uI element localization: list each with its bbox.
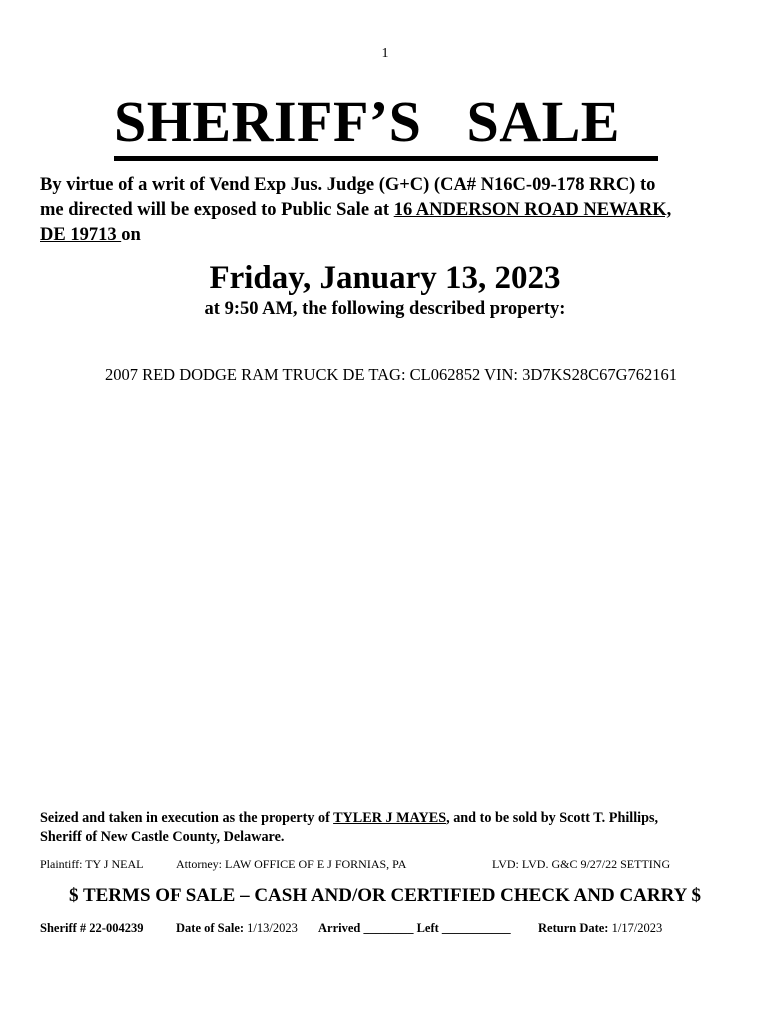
page-number: 1 — [381, 46, 389, 61]
date-of-sale-label: Date of Sale: — [176, 921, 245, 935]
writ-suffix: on — [121, 225, 141, 245]
plaintiff: Plaintiff: TY J NEAL — [40, 857, 144, 871]
sale-time: at 9:50 AM, the following described property: — [204, 299, 566, 319]
return-date — [538, 920, 662, 937]
writ-paragraph — [40, 173, 740, 248]
return-date-value: 1/17/2023 — [608, 921, 663, 935]
seized-suffix: , and to be sold by Scott T. Phillips, — [446, 810, 659, 826]
sheriff-number: Sheriff # 22-004239 — [40, 921, 144, 935]
date-of-sale-value: 1/13/2023 — [244, 921, 298, 935]
terms-of-sale: $ TERMS OF SALE – CASH AND/OR CERTIFIED CHECK AND CARRY $ — [69, 885, 701, 906]
lvd: LVD: LVD. G&C 9/27/22 SETTING — [492, 857, 671, 871]
writ-line-1: By virtue of a writ of Vend Exp Jus. Judge (G+C) (CA# N16C-09-178 RRC) to — [40, 175, 656, 195]
sale-address-zip: DE 19713 — [40, 225, 122, 245]
sale-date: Friday, January 13, 2023 — [209, 260, 561, 296]
property-owner: TYLER J MAYES — [333, 810, 447, 826]
seized-line-2: Sheriff of New Castle County, Delaware. — [40, 829, 285, 845]
attorney: Attorney: LAW OFFICE OF E J FORNIAS, PA — [176, 857, 407, 871]
seizure-paragraph — [40, 809, 740, 847]
arrived-left: Arrived ________ Left ___________ — [318, 921, 511, 935]
date-of-sale — [176, 920, 298, 937]
page-title: SHERIFF’S SALE — [114, 88, 658, 161]
sale-address: 16 ANDERSON ROAD NEWARK, — [393, 200, 672, 220]
writ-line-2: me directed will be exposed to Public Sale at — [40, 200, 394, 220]
seized-prefix: Seized and taken in execution as the property of — [40, 810, 334, 826]
property-description: 2007 RED DODGE RAM TRUCK DE TAG: CL062852 VIN: 3D7KS28C67G762161 — [104, 365, 678, 384]
return-date-label: Return Date: — [538, 921, 609, 935]
